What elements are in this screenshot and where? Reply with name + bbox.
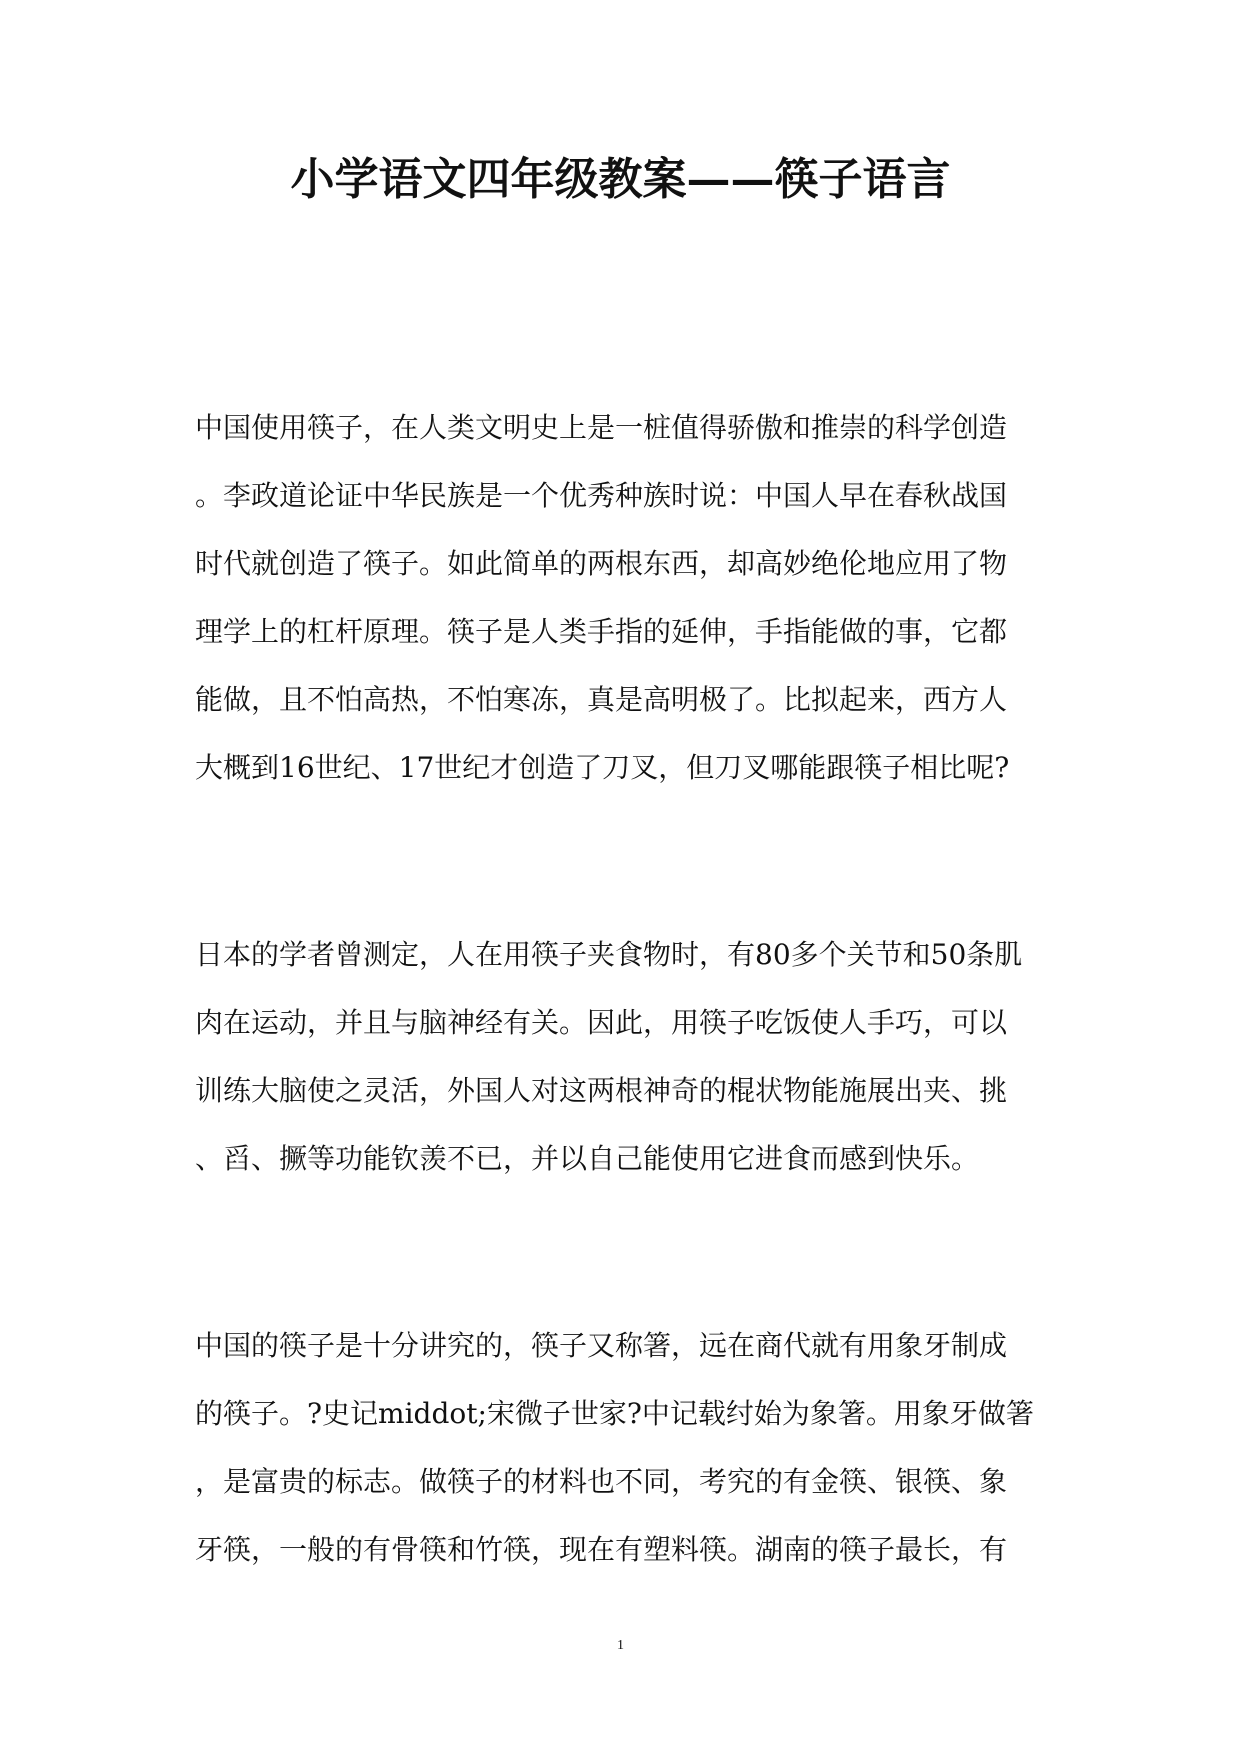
paragraph-line: 能做，且不怕高热，不怕寒冻，真是高明极了。比拟起来，西方人 bbox=[195, 683, 1008, 716]
paragraph-line: 中国的筷子是十分讲究的，筷子又称箸，远在商代就有用象牙制成 bbox=[195, 1329, 1008, 1362]
paragraph-line: 、舀、撅等功能钦羡不已，并以自己能使用它进食而感到快乐。 bbox=[195, 1142, 980, 1175]
paragraph-line: 的筷子。?史记middot;宋微子世家?中记载纣始为象箸。用象牙做箸 bbox=[195, 1397, 1034, 1430]
paragraph-line: 日本的学者曾测定，人在用筷子夹食物时，有80多个关节和50条肌 bbox=[195, 938, 1023, 971]
paragraph-line: 肉在运动，并且与脑神经有关。因此，用筷子吃饭使人手巧，可以 bbox=[195, 1006, 1008, 1039]
paragraph-line: 中国使用筷子，在人类文明史上是一桩值得骄傲和推崇的科学创造 bbox=[195, 411, 1008, 444]
paragraph-line: 牙筷，一般的有骨筷和竹筷，现在有塑料筷。湖南的筷子最长，有 bbox=[195, 1533, 1008, 1566]
paragraph-line: 理学上的杠杆原理。筷子是人类手指的延伸，手指能做的事，它都 bbox=[195, 615, 1008, 648]
paragraph-line: ，是富贵的标志。做筷子的材料也不同，考究的有金筷、银筷、象 bbox=[195, 1465, 1008, 1498]
document-title: 小学语文四年级教案——筷子语言 bbox=[290, 154, 951, 205]
paragraph-line: 时代就创造了筷子。如此简单的两根东西，却高妙绝伦地应用了物 bbox=[195, 547, 1008, 580]
paragraph-line: 。李政道论证中华民族是一个优秀种族时说：中国人早在春秋战国 bbox=[195, 479, 1008, 512]
page-number: 1 bbox=[617, 1638, 624, 1653]
paragraph-line: 训练大脑使之灵活，外国人对这两根神奇的棍状物能施展出夹、挑 bbox=[195, 1074, 1008, 1107]
paragraph-line: 大概到16世纪、17世纪才创造了刀叉，但刀叉哪能跟筷子相比呢? bbox=[195, 751, 1010, 784]
